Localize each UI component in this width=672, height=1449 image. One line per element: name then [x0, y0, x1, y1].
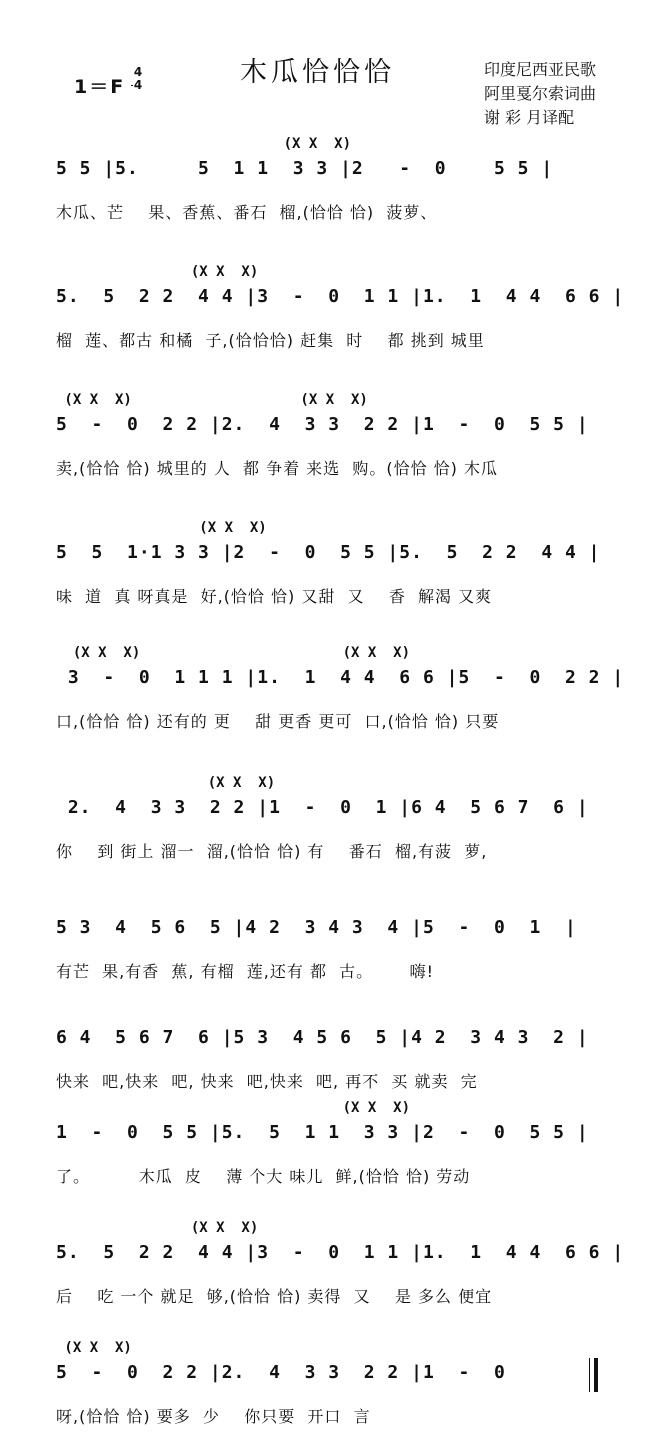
rhythm-chant: (X X X)	[56, 264, 259, 280]
score-system	[56, 264, 625, 360]
score-system	[56, 775, 616, 871]
score-system	[56, 520, 616, 616]
rhythm-chant: (X X X)	[56, 136, 352, 152]
score-system	[56, 392, 616, 488]
notation-line: 5 - 0 2 2 |2. 4 3 3 2 2 |1 - 0	[56, 1362, 530, 1383]
notation-line: 3 - 0 1 1 1 |1. 1 4 4 6 6 |5 - 0 2 2 |	[56, 667, 625, 688]
song-title: 木瓜恰恰恰	[240, 57, 395, 88]
rhythm-chant: (X X X) (X X X)	[56, 645, 411, 661]
rhythm-chant: (X X X)	[56, 1100, 411, 1116]
lyrics-line: 呀,(恰恰 恰) 要多 少 你只要 开口 言	[56, 1407, 371, 1426]
key-signature: 1＝F	[74, 76, 126, 98]
lyrics-line: 口,(恰恰 恰) 还有的 更 甜 更香 更可 口,(恰恰 恰) 只要	[56, 712, 500, 731]
lyrics-line: 榴 莲、都古 和橘 子,(恰恰恰) 赶集 时 都 挑到 城里	[56, 331, 485, 350]
score-system	[56, 1100, 616, 1196]
lyrics-line: 后 吃 一个 就足 够,(恰恰 恰) 卖得 又 是 多么 便宜	[56, 1287, 493, 1306]
lyrics-line: 卖,(恰恰 恰) 城里的 人 都 争着 来选 购。(恰恰 恰) 木瓜	[56, 459, 499, 478]
final-barline-thick	[594, 1358, 598, 1392]
time-signature	[131, 66, 145, 92]
rhythm-chant: (X X X)	[56, 1340, 132, 1356]
lyrics-line: 你 到 街上 溜一 溜,(恰恰 恰) 有 番石 榴,有菠 萝,	[56, 842, 488, 861]
score-system	[56, 1005, 616, 1101]
credit-origin: 印度尼西亚民歌	[484, 60, 597, 79]
score-system	[56, 1340, 616, 1436]
lyrics-line: 味 道 真 呀真是 好,(恰恰 恰) 又甜 又 香 解渴 又爽	[56, 587, 493, 606]
notation-line: 5. 5 2 2 4 4 |3 - 0 1 1 |1. 1 4 4 6 6 |	[56, 286, 625, 307]
score-system	[56, 1220, 625, 1316]
rhythm-chant: (X X X)	[56, 520, 267, 536]
score-system	[56, 645, 625, 741]
lyrics-line: 了。 木瓜 皮 薄 个大 味儿 鲜,(恰恰 恰) 劳动	[56, 1167, 471, 1186]
notation-line: 6 4 5 6 7 6 |5 3 4 5 6 5 |4 2 3 4 3 2 |	[56, 1027, 589, 1048]
lyrics-line: 木瓜、芒 果、香蕉、番石 榴,(恰恰 恰) 菠萝、	[56, 203, 438, 222]
notation-line: 5 3 4 5 6 5 |4 2 3 4 3 4 |5 - 0 1 |	[56, 917, 577, 938]
meter-bottom: 4	[133, 78, 143, 92]
credits	[484, 58, 596, 130]
lyrics-line: 快来 吧,快来 吧, 快来 吧,快来 吧, 再不 买 就卖 完	[56, 1072, 478, 1091]
credit-translator: 谢 彩 月译配	[484, 108, 575, 127]
credit-composer: 阿里戛尔索词曲	[484, 84, 597, 103]
meter-top: 4	[133, 65, 143, 79]
rhythm-chant: (X X X)	[56, 1220, 259, 1236]
rhythm-chant: (X X X)	[56, 775, 276, 791]
notation-line: 5 - 0 2 2 |2. 4 3 3 2 2 |1 - 0 5 5 |	[56, 414, 589, 435]
notation-line: 5. 5 2 2 4 4 |3 - 0 1 1 |1. 1 4 4 6 6 |	[56, 1242, 625, 1263]
score-system	[56, 895, 616, 991]
final-barline-thin	[589, 1358, 590, 1392]
meter-divider	[131, 85, 133, 86]
lyrics-line: 有芒 果,有香 蕉, 有榴 莲,还有 都 古。 嗨!	[56, 962, 435, 981]
notation-line: 5 5 |5. 5 1 1 3 3 |2 - 0 5 5 |	[56, 158, 554, 179]
notation-line: 5 5 1·1 3 3 |2 - 0 5 5 |5. 5 2 2 4 4 |	[56, 542, 601, 563]
score-system	[56, 136, 616, 232]
notation-line: 2. 4 3 3 2 2 |1 - 0 1 |6 4 5 6 7 6 |	[56, 797, 589, 818]
notation-line: 1 - 0 5 5 |5. 5 1 1 3 3 |2 - 0 5 5 |	[56, 1122, 589, 1143]
rhythm-chant: (X X X) (X X X)	[56, 392, 368, 408]
